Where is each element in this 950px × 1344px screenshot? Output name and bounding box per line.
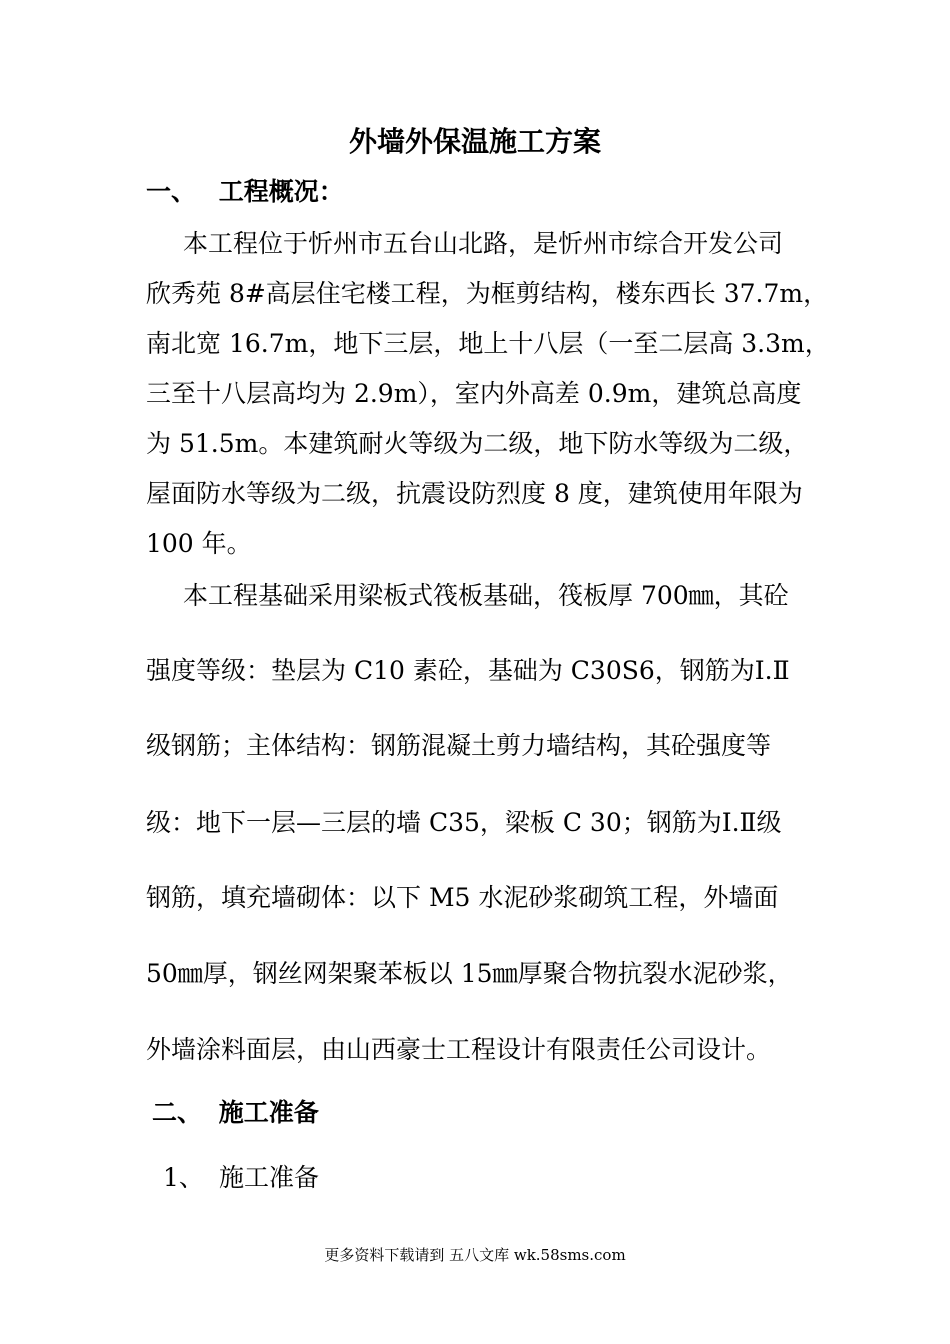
paragraph-1-line-5: 为 51.5m。本建筑耐火等级为二级，地下防水等级为二级， [146, 429, 809, 458]
paragraph-2-line-5: 钢筋，填充墙砌体：以下 M5 水泥砂浆砌筑工程，外墙面 [146, 883, 779, 912]
section-2-heading [152, 1095, 319, 1131]
page-footer: 更多资料下载请到 五八文库 wk.58sms.com [324, 1246, 626, 1264]
paragraph-2-line-2: 强度等级：垫层为 C10 素砼，基础为 C30S6，钢筋为Ⅰ.Ⅱ [146, 656, 790, 685]
paragraph-1-line-6: 屋面防水等级为二级，抗震设防烈度 8 度，建筑使用年限为 [146, 479, 803, 508]
subsection-1-heading [163, 1160, 319, 1196]
section-1-title: 工程概况： [218, 177, 344, 206]
paragraph-2-line-3: 级钢筋；主体结构：钢筋混凝土剪力墙结构，其砼强度等 [146, 731, 772, 760]
paragraph-1-line-1: 本工程位于忻州市五台山北路，是忻州市综合开发公司 [183, 229, 784, 258]
document-title: 外墙外保温施工方案 [348, 125, 601, 158]
section-1-heading [146, 174, 344, 210]
paragraph-2-line-6: 50㎜厚，钢丝网架聚苯板以 15㎜厚聚合物抗裂水泥砂浆， [146, 959, 793, 988]
section-1-number: 一、 [146, 177, 197, 206]
paragraph-2-line-7: 外墙涂料面层，由山西豪士工程设计有限责任公司设计。 [146, 1035, 772, 1064]
paragraph-2-line-1: 本工程基础采用梁板式筏板基础，筏板厚 700㎜，其砼 [183, 581, 789, 610]
subsection-1-title: 施工准备 [218, 1163, 319, 1192]
subsection-1-number: 1、 [163, 1163, 204, 1192]
section-2-number: 二、 [152, 1098, 203, 1127]
paragraph-1-line-4: 三至十八层高均为 2.9m），室内外高差 0.9m，建筑总高度 [146, 379, 802, 408]
paragraph-1-line-2: 欣秀苑 8#高层住宅楼工程，为框剪结构，楼东西长 37.7m， [146, 279, 829, 308]
paragraph-1-line-3: 南北宽 16.7m，地下三层，地上十八层（一至二层高 3.3m， [146, 329, 830, 358]
paragraph-2-line-4: 级：地下一层—三层的墙 C35，梁板 C 30；钢筋为Ⅰ.Ⅱ级 [146, 808, 782, 837]
section-2-title: 施工准备 [218, 1098, 319, 1127]
paragraph-1-line-7: 100 年。 [146, 529, 252, 558]
